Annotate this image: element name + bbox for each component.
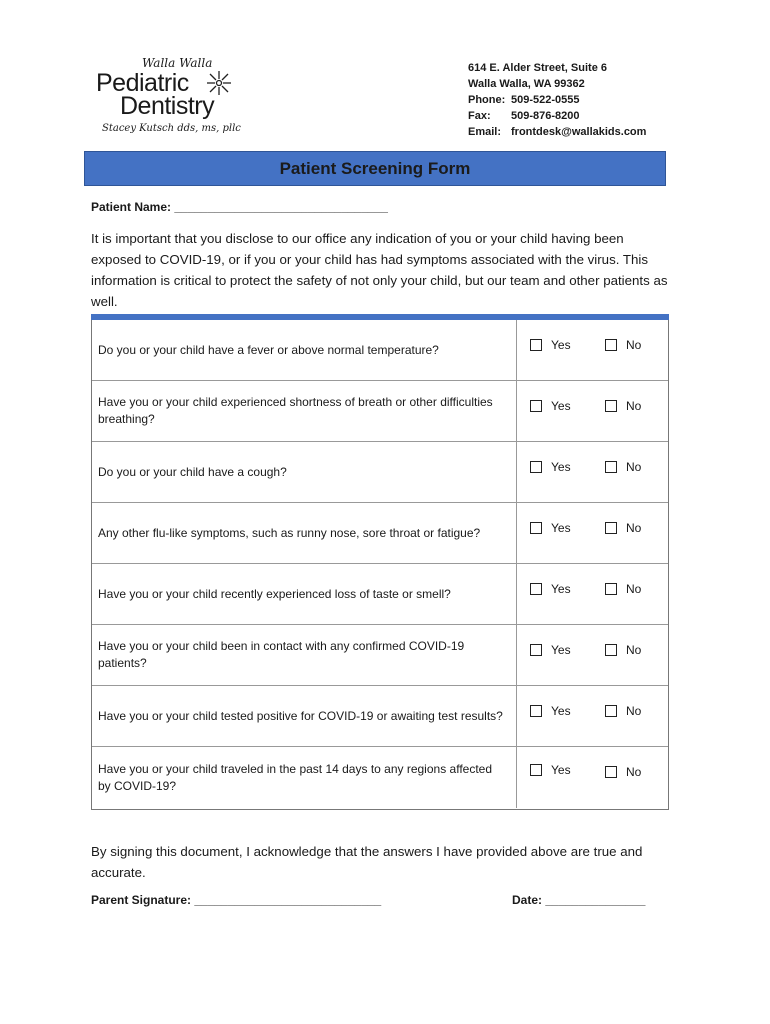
fax-value: 509-876-8200 — [511, 110, 580, 122]
logo-dentistry: Dentistry — [120, 92, 215, 120]
no-label: No — [626, 643, 642, 657]
date-field[interactable]: Date: _______________ — [512, 893, 646, 907]
yes-option[interactable] — [530, 521, 571, 535]
no-label: No — [626, 338, 642, 352]
fax-row — [468, 108, 646, 124]
no-option[interactable] — [605, 643, 641, 657]
question-text: Have you or your child tested positive for COVID-19 or awaiting test results? — [98, 708, 503, 723]
question-row — [92, 747, 668, 808]
question-row — [92, 503, 668, 564]
patient-name-field[interactable]: Patient Name: ________________________________ — [91, 200, 388, 214]
no-option[interactable] — [605, 338, 641, 352]
no-label: No — [626, 399, 642, 413]
email-label: Email: — [468, 126, 502, 138]
yes-option[interactable] — [530, 763, 571, 777]
no-option[interactable] — [605, 704, 641, 718]
parent-signature-field[interactable]: Parent Signature: ____________________________ — [91, 893, 382, 907]
question-text: Have you or your child traveled in the past 14 days to any regions affected by COVID-19? — [98, 761, 493, 793]
logo-pediatric: Pediatric — [96, 69, 189, 97]
practice-logo — [92, 52, 242, 142]
no-checkbox[interactable] — [605, 461, 617, 473]
yes-checkbox[interactable] — [530, 339, 542, 351]
question-row — [92, 686, 668, 747]
question-text: Have you or your child recently experienced loss of taste or smell? — [98, 586, 451, 601]
no-checkbox[interactable] — [605, 644, 617, 656]
question-row — [92, 442, 668, 503]
email-value: frontdesk@wallakids.com — [511, 126, 647, 138]
yes-label: Yes — [551, 704, 571, 718]
yes-option[interactable] — [530, 582, 571, 596]
no-option[interactable] — [605, 460, 641, 474]
yes-label: Yes — [551, 643, 571, 657]
question-text: Have you or your child been in contact with any confirmed COVID-19 patients? — [98, 639, 465, 670]
yes-label: Yes — [551, 399, 571, 413]
yes-option[interactable] — [530, 643, 571, 657]
no-option[interactable] — [605, 582, 641, 596]
yes-checkbox[interactable] — [530, 461, 542, 473]
yes-label: Yes — [551, 460, 571, 474]
question-row — [92, 320, 668, 381]
yes-checkbox[interactable] — [530, 705, 542, 717]
no-checkbox[interactable] — [605, 583, 617, 595]
address-line-1: 614 E. Alder Street, Suite 6 — [468, 62, 607, 74]
yes-option[interactable] — [530, 338, 571, 352]
address-line-2: Walla Walla, WA 99362 — [468, 78, 585, 90]
yes-label: Yes — [551, 582, 571, 596]
no-label: No — [626, 521, 642, 535]
logo-walla-walla: Walla Walla — [142, 56, 213, 70]
yes-label: Yes — [551, 763, 571, 777]
question-row — [92, 381, 668, 442]
question-text: Have you or your child experienced shortness of breath or other difficulties breathing? — [98, 395, 493, 426]
no-label: No — [626, 704, 642, 718]
no-label: No — [626, 765, 642, 779]
question-text: Do you or your child have a cough? — [98, 464, 287, 479]
phone-label: Phone: — [468, 94, 506, 106]
no-checkbox[interactable] — [605, 339, 617, 351]
form-title-bar — [84, 151, 666, 186]
yes-label: Yes — [551, 521, 571, 535]
no-option[interactable] — [605, 399, 641, 413]
question-text: Any other flu-like symptoms, such as runny nose, sore throat or fatigue? — [98, 525, 481, 540]
yes-option[interactable] — [530, 704, 571, 718]
yes-checkbox[interactable] — [530, 764, 542, 776]
no-option[interactable] — [605, 521, 641, 535]
no-option[interactable] — [605, 765, 641, 779]
logo-subline: Stacey Kutsch dds, ms, pllc — [102, 123, 241, 134]
intro-paragraph: It is important that you disclose to our office any indication of you or your child having been exposed to COVID-19, or if you or your child has had symptoms associated with the virus. This information is critical to protect the safety of not only your child, but our team and other patients as well. — [91, 231, 668, 309]
phone-value: 509-522-0555 — [511, 94, 580, 106]
yes-label: Yes — [551, 338, 571, 352]
yes-checkbox[interactable] — [530, 400, 542, 412]
phone-row — [468, 92, 646, 108]
yes-option[interactable] — [530, 460, 571, 474]
yes-checkbox[interactable] — [530, 522, 542, 534]
flower-icon — [204, 68, 234, 98]
email-row — [468, 124, 646, 140]
yes-option[interactable] — [530, 399, 571, 413]
no-checkbox[interactable] — [605, 766, 617, 778]
no-checkbox[interactable] — [605, 705, 617, 717]
contact-block — [468, 60, 646, 140]
question-text: Do you or your child have a fever or above normal temperature? — [98, 342, 439, 357]
no-label: No — [626, 582, 642, 596]
screening-questions-table — [91, 314, 669, 810]
yes-checkbox[interactable] — [530, 583, 542, 595]
form-title: Patient Screening Form — [279, 158, 471, 178]
no-label: No — [626, 460, 642, 474]
fax-label: Fax: — [468, 110, 491, 122]
question-row — [92, 564, 668, 625]
acknowledgement-text: By signing this document, I acknowledge that the answers I have provided above are true and accurate. — [91, 844, 643, 880]
yes-checkbox[interactable] — [530, 644, 542, 656]
question-row — [92, 625, 668, 686]
no-checkbox[interactable] — [605, 522, 617, 534]
no-checkbox[interactable] — [605, 400, 617, 412]
